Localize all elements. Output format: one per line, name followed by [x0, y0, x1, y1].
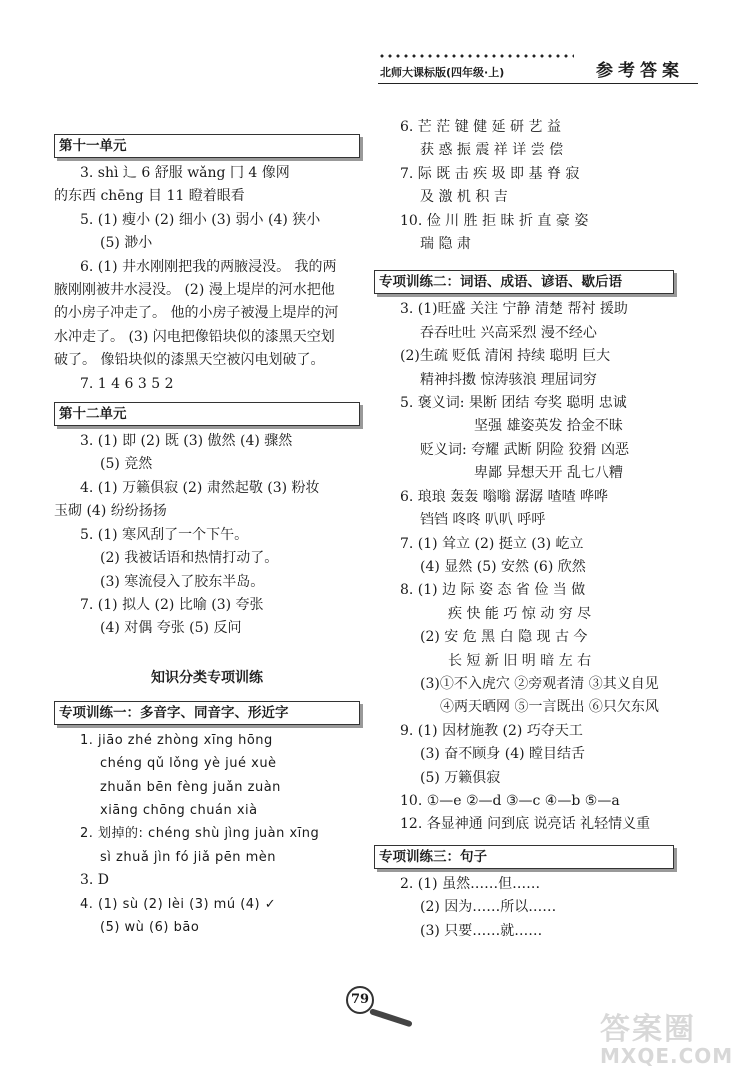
answer-line: 10. ①—e ②—d ③—c ④—b ⑤—a [400, 792, 620, 809]
section-train2: 专项训练二：词语、成语、谚语、歇后语 [374, 270, 674, 294]
answer-line: 8. (1) 边 际 姿 态 省 俭 当 做 [400, 582, 586, 599]
answer-line: 坚强 雄姿英发 拾金不昧 [474, 418, 623, 435]
answer-line: 1. jiāo zhé zhòng xīng hōng [80, 732, 273, 748]
right-column [374, 116, 674, 943]
answer-line: 2. 划掉的: chéng shù jìng juàn xīng [80, 826, 320, 842]
answer-line: (3) 寒流侵入了胶东半岛。 [100, 573, 265, 590]
book-edition: 北师大课标版(四年级·上) [380, 66, 505, 79]
answer-line: 获 惑 振 震 祥 详 尝 偿 [420, 142, 564, 159]
answer-line: 3. D [80, 872, 110, 889]
answer-line: 6. (1) 井水刚刚把我的两腋浸没。 我的两 [80, 258, 337, 275]
answer-line: 吞吞吐吐 兴高采烈 漫不经心 [420, 324, 597, 341]
answer-line: 6. 芒 茫 键 健 延 研 艺 益 [400, 119, 561, 135]
answer-line: 4. (1) 万籁俱寂 (2) 肃然起敬 (3) 粉妆 [80, 479, 320, 496]
answer-line: (5) 竞然 [100, 456, 153, 473]
answer-line: sì zhuǎ jìn fó jiǎ pēn mèn [100, 849, 277, 865]
answer-line: 2. (1) 虽然……但…… [400, 875, 541, 892]
answer-line: 破了。 像铅块似的漆黑天空被闪电划破了。 [54, 352, 325, 369]
watermark-logo: 答案圈 [600, 1012, 696, 1047]
watermark-url: MXQE.COM [600, 1044, 734, 1068]
answer-line: 精神抖擞 惊涛骇浪 理屈词穷 [420, 371, 597, 388]
answer-line: (2) 因为……所以…… [420, 899, 557, 916]
section-train1: 专项训练一：多音字、同音字、形近字 [54, 701, 360, 725]
answer-line: 7. 际 既 击 疾 圾 即 基 脊 寂 [400, 165, 580, 182]
answer-line: 卑鄙 异想天开 乱七八糟 [474, 465, 623, 482]
answer-line: (4) 显然 (5) 安然 (6) 欣然 [420, 558, 586, 575]
answer-line: 5. (1) 寒风刮了一个下午。 [80, 526, 249, 543]
answer-line: (2) 安 危 黑 白 隐 现 古 今 [420, 629, 588, 646]
answer-line: 疾 快 能 巧 惊 动 穷 尽 [448, 605, 592, 622]
answer-line: (4) 对偶 夸张 (5) 反问 [100, 620, 242, 637]
answer-line: 长 短 新 旧 明 暗 左 右 [448, 652, 592, 669]
answer-line: (3)①不入虎穴 ②旁观者清 ③其义自见 [420, 675, 659, 692]
answer-line: ④两天晒网 ⑤一言既出 ⑥只欠东风 [440, 699, 659, 716]
answer-line: 9. (1) 因材施教 (2) 巧夺天工 [400, 722, 583, 739]
answer-line: 水冲走了。 (3) 闪电把像铅块似的漆黑天空划 [54, 328, 335, 345]
answer-line: 3. shì 辶 6 舒服 wǎng 冂 4 像网 [80, 165, 290, 181]
answer-line: 腋刚刚被井水浸没。 (2) 漫上堤岸的河水把他 [54, 282, 335, 299]
answer-line: 5. (1) 瘦小 (2) 细小 (3) 弱小 (4) 狭小 [80, 211, 321, 228]
answer-line: xiāng chōng chuán xià [100, 802, 258, 818]
answer-line: 瑞 隐 肃 [420, 236, 471, 253]
answer-line: chéng qǔ lǒng yè jué xuè [100, 756, 277, 772]
answers-title: 参考答案 [596, 61, 684, 81]
answer-line: zhuǎn bēn fèng juǎn zuàn [100, 779, 281, 795]
page-number: 79 [346, 986, 374, 1014]
answer-line: (2) 我被话语和热情打动了。 [100, 550, 279, 567]
answer-line: 7. (1) 耸立 (2) 挺立 (3) 屹立 [400, 535, 584, 552]
answer-line: 3. (1)旺盛 关注 宁静 清楚 帮衬 援助 [400, 301, 628, 318]
answer-line: (2)生疏 贬低 清闲 持续 聪明 巨大 [400, 348, 611, 365]
answer-line: 10. 俭 川 胜 拒 昧 折 直 豪 姿 [400, 212, 589, 229]
answer-line: 铛铛 咚咚 叭叭 呼呼 [420, 512, 546, 529]
answer-line: 7. 1 4 6 3 5 2 [80, 375, 174, 392]
section-unit12: 第十二单元 [54, 402, 360, 426]
section-unit11: 第十一单元 [54, 134, 360, 158]
answer-line: 3. (1) 即 (2) 既 (3) 傲然 (4) 骤然 [80, 433, 293, 450]
answer-line: 的东西 chēng 目 11 瞪着眼看 [54, 188, 245, 205]
left-column [54, 128, 360, 939]
section-train3: 专项训练三：句子 [374, 845, 674, 869]
answer-line: 5. 褒义词: 果断 团结 夸奖 聪明 忠诚 [400, 395, 627, 412]
watermark [600, 1004, 733, 1068]
answer-line: (3) 奋不顾身 (4) 瞠目结舌 [420, 746, 586, 763]
magnifier-handle-icon [369, 1008, 413, 1027]
answer-line: (3) 只要……就…… [420, 922, 543, 939]
page-number-magnifier [346, 986, 374, 1014]
answer-line: (5) 渺小 [100, 235, 153, 252]
page-header [378, 52, 698, 96]
answer-line: 的小房子冲走了。 他的小房子被漫上堤岸的河 [54, 305, 339, 322]
answer-line: 7. (1) 拟人 (2) 比喻 (3) 夸张 [80, 596, 264, 613]
header-rule [378, 83, 698, 84]
answer-line: 4. (1) sù (2) lèi (3) mú (4) ✓ [80, 896, 277, 912]
answer-line: 及 激 机 积 吉 [420, 189, 508, 206]
answer-line: 6. 琅琅 轰轰 嗡嗡 潺潺 喳喳 哗哗 [400, 488, 609, 505]
answer-line: 玉砌 (4) 纷纷扬扬 [54, 503, 167, 520]
answer-line: (5) 万籁俱寂 [420, 769, 501, 786]
category-training-title: 知识分类专项训练 [151, 669, 263, 686]
header-dots [378, 52, 574, 60]
answer-line: (5) wù (6) bāo [100, 919, 200, 935]
answer-line: 贬义词: 夸耀 武断 阴险 狡猾 凶恶 [420, 441, 629, 458]
answer-line: 12. 各显神通 问到底 说亮话 礼轻情义重 [400, 816, 651, 833]
